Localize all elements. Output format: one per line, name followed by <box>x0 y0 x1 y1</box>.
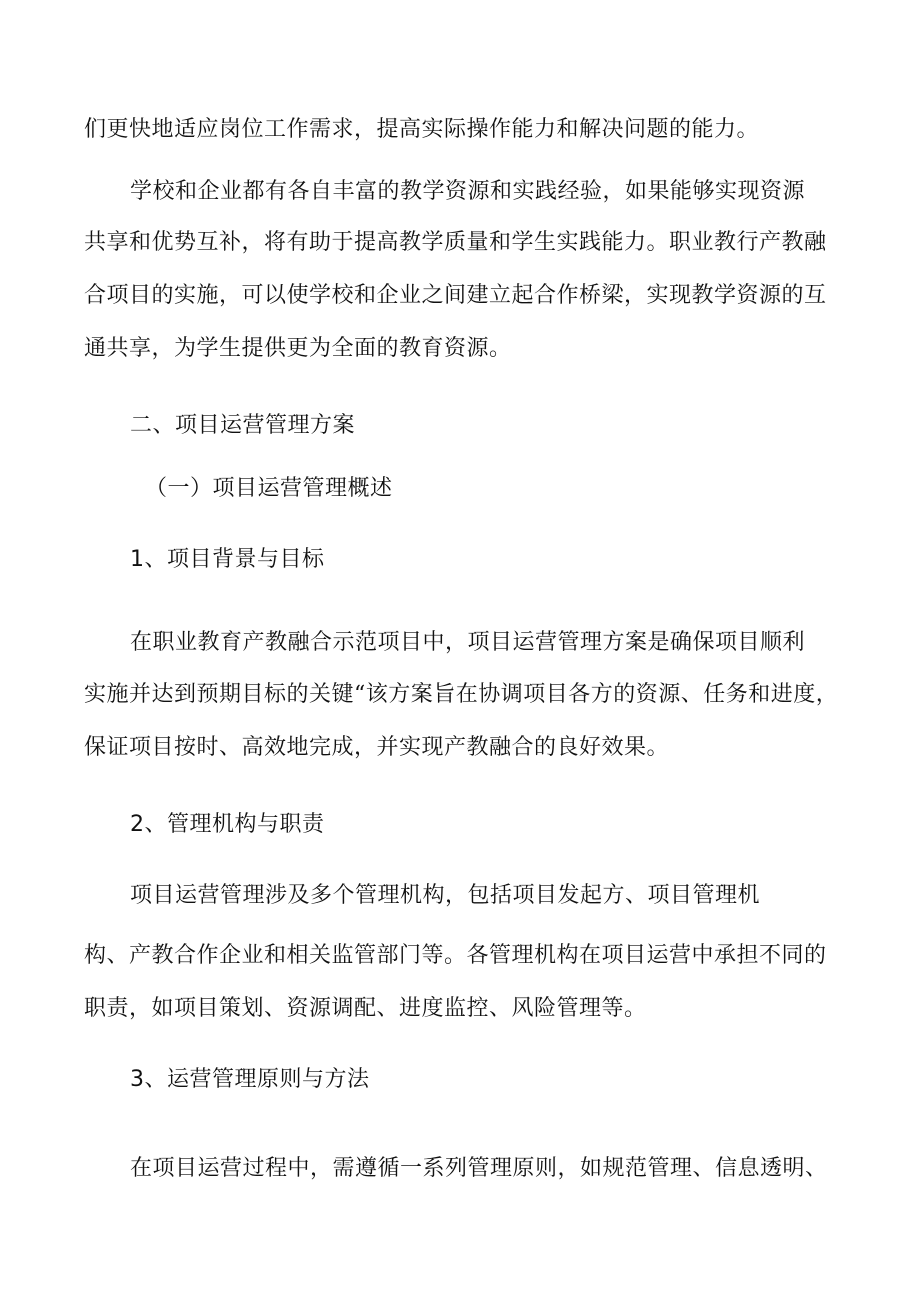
paragraph-line: 保证项目按时、高效地完成，并实现产教融合的良好效果。 <box>84 735 670 760</box>
item-heading: 3、运营管理原则与方法 <box>130 1067 370 1092</box>
paragraph-line: 学校和企业都有各自丰富的教学资源和实践经验，如果能够实现资源 <box>130 179 806 204</box>
section-heading: 二、项目运营管理方案 <box>130 413 356 438</box>
paragraph-line: 们更快地适应岗位工作需求，提高实际操作能力和解决问题的能力。 <box>84 117 760 142</box>
paragraph-line: 共享和优势互补，将有助于提高教学质量和学生实践能力。职业教行产教融 <box>84 230 827 255</box>
paragraph-line: 在项目运营过程中，需遵循一系列管理原则，如规范管理、信息透明、 <box>130 1156 828 1181</box>
paragraph-line: 通共享，为学生提供更为全面的教育资源。 <box>84 336 512 361</box>
paragraph-line: 在职业教育产教融合示范项目中，项目运营管理方案是确保项目顺利 <box>130 630 806 655</box>
paragraph-line: 合项目的实施，可以使学校和企业之间建立起合作桥梁，实现教学资源的互 <box>84 283 827 308</box>
item-heading: 2、管理机构与职责 <box>130 812 325 837</box>
paragraph-line: 职责，如项目策划、资源调配、进度监控、风险管理等。 <box>84 996 647 1021</box>
paragraph-line: 实施并达到预期目标的关键“该方案旨在协调项目各方的资源、任务和进度， <box>84 682 839 707</box>
subsection-heading: （一）项目运营管理概述 <box>145 476 393 501</box>
paragraph-line: 项目运营管理涉及多个管理机构，包括项目发起方、项目管理机 <box>130 883 761 908</box>
item-heading: 1、项目背景与目标 <box>130 547 325 572</box>
paragraph-line: 构、产教合作企业和相关监管部门等。各管理机构在项目运营中承担不同的 <box>84 943 827 968</box>
